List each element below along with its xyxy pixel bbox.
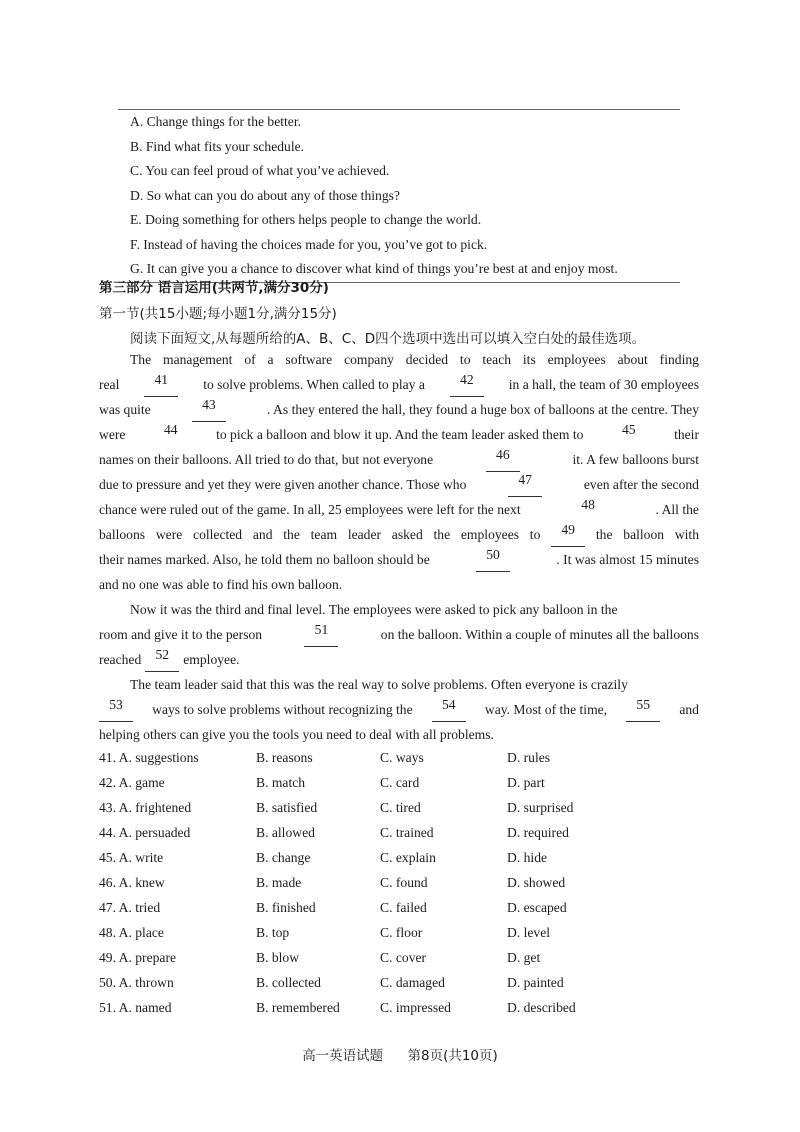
passage-text: the: [433, 527, 451, 542]
choice-option[interactable]: D. hide: [507, 850, 548, 865]
passage-text: teach: [482, 352, 512, 367]
passage-line: [99, 372, 699, 397]
choice-option[interactable]: 49. A. prepare: [99, 950, 177, 965]
blank-54[interactable]: 54: [432, 697, 466, 722]
choice-row-43: [99, 795, 659, 820]
passage-text: asked: [391, 527, 423, 542]
choice-option[interactable]: B. change: [256, 850, 311, 865]
choice-row-41: [99, 745, 659, 770]
passage-text: way. Most of the time,: [484, 702, 608, 717]
passage-text: to: [529, 527, 541, 542]
passage-line: [99, 672, 699, 697]
choice-row-45: [99, 845, 659, 870]
choice-option[interactable]: B. remembered: [256, 1000, 340, 1015]
passage-text: employees: [547, 352, 606, 367]
passage-text: were: [155, 527, 183, 542]
passage-text: helping others can give you the tools you need to deal with all problems.: [99, 727, 494, 742]
choice-option[interactable]: D. described: [507, 1000, 576, 1015]
passage-text: of: [244, 352, 256, 367]
choice-option[interactable]: 48. A. place: [99, 925, 164, 940]
choice-option[interactable]: 43. A. frightened: [99, 800, 192, 815]
passage-line: [99, 597, 699, 622]
answer-choices: [99, 745, 659, 1020]
choice-option[interactable]: 46. A. knew: [99, 875, 165, 890]
choice-option[interactable]: D. showed: [507, 875, 566, 890]
choice-row-50: [99, 970, 659, 995]
choice-option[interactable]: B. finished: [256, 900, 316, 915]
choice-option[interactable]: C. cover: [380, 950, 427, 965]
passage-line: [99, 522, 699, 547]
passage-text: with: [674, 527, 699, 542]
choice-option[interactable]: C. floor: [380, 925, 423, 940]
choice-option[interactable]: B. match: [256, 775, 306, 790]
passage-text: leader: [347, 527, 382, 542]
choice-option[interactable]: B. blow: [256, 950, 300, 965]
blank-42[interactable]: 42: [450, 372, 484, 397]
instruction: 阅读下面短文,从每题所给的A、B、C、D四个选项中选出可以填入空白处的最佳选项。: [130, 331, 646, 347]
passage-line: [99, 472, 699, 497]
option-f: F. Instead of having the choices made for you, you’ve got to pick.: [130, 236, 488, 252]
blank-46[interactable]: 46: [486, 447, 520, 472]
footer-subject: 高一英语试题: [302, 1048, 384, 1064]
blank-47[interactable]: 47: [508, 472, 542, 497]
passage-text: . It was almost 15 minutes: [556, 552, 699, 567]
passage-text: to: [459, 352, 471, 367]
blank-53[interactable]: 53: [99, 697, 133, 722]
passage-text: collected: [193, 527, 243, 542]
passage-text: Now it was the third and final level. The employees were asked to pick any balloon in the: [130, 602, 618, 617]
passage-text: its: [522, 352, 536, 367]
passage-text: team: [310, 527, 338, 542]
choice-option[interactable]: D. painted: [507, 975, 564, 990]
passage-text: The team leader said that this was the real way to solve problems. Often everyone is crazily: [130, 677, 628, 692]
blank-41[interactable]: 41: [144, 372, 178, 397]
passage-text: balloon: [623, 527, 665, 542]
passage-text: management: [163, 352, 233, 367]
choice-option[interactable]: C. trained: [380, 825, 434, 840]
choice-option[interactable]: C. card: [380, 775, 420, 790]
choice-option[interactable]: 44. A. persuaded: [99, 825, 191, 840]
blank-52[interactable]: 52: [145, 647, 179, 672]
passage-line: [99, 622, 699, 647]
passage-text: software: [285, 352, 333, 367]
passage-text: . As they entered the hall, they found a huge box of balloons at the centre. They: [267, 402, 699, 417]
page-footer: [0, 1044, 800, 1064]
passage-text: was quite: [99, 402, 151, 417]
passage-text: the: [595, 527, 613, 542]
passage-line: [99, 722, 699, 747]
passage-text: in a hall, the team of 30 employees: [508, 377, 699, 392]
choice-option[interactable]: D. level: [507, 925, 551, 940]
passage-text: and: [252, 527, 273, 542]
passage-line: [99, 447, 699, 472]
choice-option[interactable]: C. ways: [380, 750, 424, 765]
option-e: E. Doing something for others helps people to change the world.: [130, 212, 482, 227]
choice-option[interactable]: 45. A. write: [99, 850, 164, 865]
blank-48[interactable]: 48: [581, 497, 595, 512]
passage-line: [99, 347, 699, 372]
passage-text: to solve problems. When called to play a: [203, 377, 425, 392]
passage-text: were: [99, 427, 126, 442]
option-a: A. Change things for the better.: [130, 114, 302, 129]
passage-line: [99, 697, 699, 722]
choice-row-46: [99, 870, 659, 895]
blank-51[interactable]: 51: [304, 622, 338, 647]
blank-43[interactable]: 43: [192, 397, 226, 422]
blank-44[interactable]: 44: [163, 422, 178, 437]
choice-option[interactable]: 47. A. tried: [99, 900, 161, 915]
footer-page-number: 第8页(共10页): [407, 1048, 498, 1064]
choice-option[interactable]: C. tired: [380, 800, 421, 815]
choice-option[interactable]: D. get: [507, 950, 541, 965]
passage-text: it. A few balloons burst: [572, 452, 699, 467]
passage-text: even after the second: [583, 477, 699, 492]
choice-row-49: [99, 945, 659, 970]
choice-option[interactable]: C. explain: [380, 850, 436, 865]
option-box: [118, 109, 680, 283]
passage-text: their: [674, 427, 699, 442]
choice-option[interactable]: B. allowed: [256, 825, 315, 840]
cloze-passage: [99, 347, 699, 747]
passage-line: [99, 647, 699, 672]
passage-text: The: [130, 352, 152, 367]
passage-text: decided: [405, 352, 449, 367]
blank-45[interactable]: 45: [621, 422, 636, 437]
passage-line: [99, 422, 699, 447]
choice-option[interactable]: 51. A. named: [99, 1000, 172, 1015]
passage-text: and: [679, 702, 699, 717]
passage-text: reached: [99, 652, 142, 667]
passage-text: on the balloon. Within a couple of minutes all the balloons: [380, 627, 699, 642]
choice-option[interactable]: C. impressed: [380, 1000, 451, 1015]
choice-option[interactable]: B. made: [256, 875, 302, 890]
choice-option[interactable]: 50. A. thrown: [99, 975, 174, 990]
passage-text: to pick a balloon and blow it up. And the team leader asked them to: [216, 427, 584, 442]
choice-option[interactable]: C. found: [380, 875, 428, 890]
passage-text: room and give it to the person: [99, 627, 263, 642]
choice-option[interactable]: D. escaped: [507, 900, 567, 915]
choice-option[interactable]: C. failed: [380, 900, 427, 915]
option-g: G. It can give you a chance to discover what kind of things you’re best at and enjoy most.: [130, 261, 618, 276]
passage-line: [99, 572, 699, 597]
passage-text: about: [617, 352, 648, 367]
choice-option[interactable]: D. required: [507, 825, 569, 840]
passage-text: due to pressure and yet they were given another chance. Those who: [99, 477, 467, 492]
passage-line: [99, 497, 699, 522]
choice-option[interactable]: 41. A. suggestions: [99, 750, 199, 765]
option-c: C. You can feel proud of what you’ve achieved.: [130, 163, 390, 178]
choice-row-42: [99, 770, 659, 795]
passage-text: and no one was able to find his own balloon.: [99, 577, 343, 592]
passage-text: the: [283, 527, 300, 542]
passage-text: names on their balloons. All tried to do that, but not everyone: [99, 452, 434, 467]
choice-option[interactable]: B. collected: [256, 975, 321, 990]
choice-option[interactable]: D. rules: [507, 750, 551, 765]
option-d: D. So what can you do about any of those things?: [130, 187, 400, 203]
choice-option[interactable]: D. surprised: [507, 800, 574, 815]
section-title: 第一节(共15小题;每小题1分,满分15分): [99, 306, 337, 322]
passage-text: finding: [659, 352, 699, 367]
part-title: 第三部分 语言运用(共两节,满分30分): [99, 280, 329, 296]
passage-text: ways to solve problems without recognizing the: [152, 702, 413, 717]
passage-text: their names marked. Also, he told them no balloon should be: [99, 552, 430, 567]
choice-option[interactable]: 42. A. game: [99, 775, 165, 790]
passage-line: [99, 547, 699, 572]
passage-text: chance were ruled out of the game. In all, 25 employees were left for the next: [99, 502, 521, 517]
choice-row-44: [99, 820, 659, 845]
passage-text: employee.: [183, 652, 240, 667]
passage-line: [99, 397, 699, 422]
choice-option[interactable]: B. reasons: [256, 750, 313, 765]
choice-row-48: [99, 920, 659, 945]
choice-row-47: [99, 895, 659, 920]
passage-text: balloons: [99, 527, 146, 542]
choice-option[interactable]: D. part: [507, 775, 545, 790]
passage-text: employees: [460, 527, 520, 542]
option-b: B. Find what fits your schedule.: [130, 138, 305, 154]
blank-55[interactable]: 55: [626, 697, 660, 722]
choice-option[interactable]: C. damaged: [380, 975, 445, 990]
choice-row-51: [99, 995, 659, 1020]
passage-text: . All the: [655, 502, 699, 517]
blank-50[interactable]: 50: [476, 547, 510, 572]
blank-49[interactable]: 49: [551, 522, 585, 547]
choice-option[interactable]: B. satisfied: [256, 800, 318, 815]
passage-text: real: [99, 377, 120, 392]
passage-text: company: [344, 352, 394, 367]
passage-text: a: [267, 352, 274, 367]
choice-option[interactable]: B. top: [256, 925, 290, 940]
